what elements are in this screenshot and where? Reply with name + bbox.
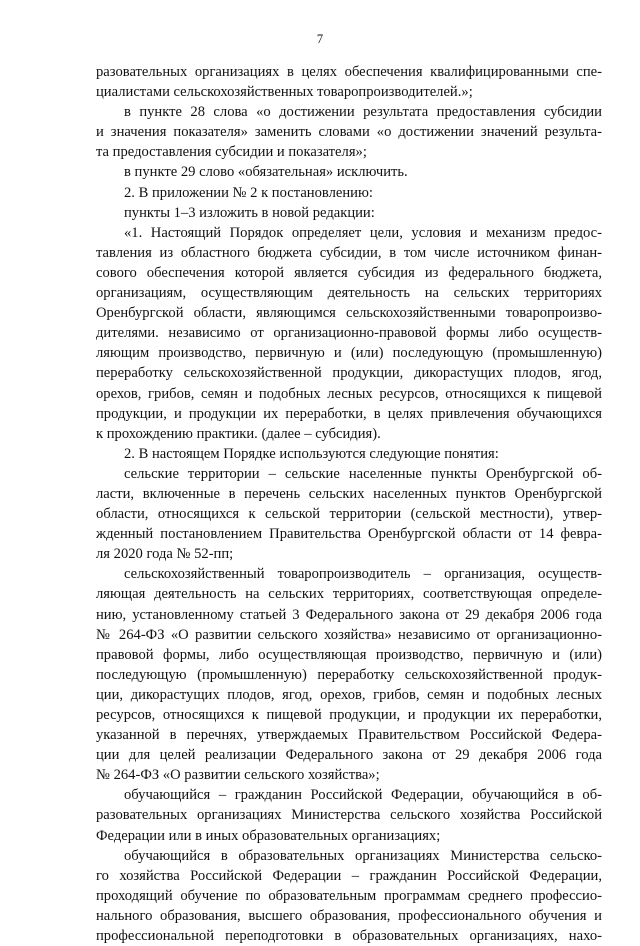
text-line: профессиональной переподготовки в образовательных организациях, нахо- [96,928,602,945]
text-line: области, относящихся к сельской территории (сельской местности), утвер- [96,506,602,523]
document-body [96,62,602,946]
text-line: в пункте 29 слово «обязательная» исключить. [124,164,408,181]
text-line: 2. В настоящем Порядке используются следующие понятия: [124,445,499,462]
text-line: сельские территории – сельские населенные пункты Оренбургской об- [124,465,602,482]
text-line: сельскохозяйственный товаропроизводитель – организация, осуществ- [124,566,602,583]
text-line: в пункте 28 слова «о достижении результата предоставления субсидии [124,104,602,121]
text-line: нию, установленному статьей 3 Федерального закона от 29 декабря 2006 года [96,606,602,623]
text-line: 2. В приложении № 2 к постановлению: [124,184,373,201]
text-line: «1. Настоящий Порядок определяет цели, условия и механизм предос- [124,224,602,241]
text-line: орехов, грибов, семян и подобных лесных ресурсов, относящихся к пищевой [96,385,602,402]
text-line: тавления из областного бюджета субсидии, в том числе источником финан- [96,244,602,261]
text-line: последующую (промышленную) переработку сельскохозяйственной продук- [96,666,602,683]
text-line: дителями. независимо от организационно-правовой формы либо осуществ- [96,325,602,342]
text-line: разовательных организациях Министерства сельского хозяйства Российской [96,807,602,824]
text-line: ции для целей реализации Федерального закона от 29 декабря 2006 года [96,747,602,764]
text-line: ции, дикорастущих плодов, ягод, орехов, грибов, семян и подобных лесных [96,686,602,703]
text-line: проходящий обучение по образовательным программам среднего профессио- [96,887,602,904]
text-line: сового обеспечения которой является субсидия из федерального бюджета, [96,264,602,281]
text-line: ля 2020 года № 52-пп; [96,546,234,563]
text-line: № 264-ФЗ «О развитии сельского хозяйства» независимо от организационно- [96,626,602,643]
text-line: ляющая деятельность на сельских территориях, соответствующая определе- [96,586,602,603]
page-number: 7 [316,32,324,46]
text-line: к прохождению практики. (далее – субсидия). [96,425,381,442]
text-line: продукции, и продукции их переработки, в целях привлечения обучающихся [96,405,602,422]
text-line: Оренбургской области, являющимся сельскохозяйственными товаропроизво- [96,305,602,322]
text-line: циалистами сельскохозяйственных товаропроизводителей.»; [96,84,473,101]
text-line: ляющим производство, первичную и (или) последующую (промышленную) [96,345,602,362]
text-line: пункты 1–3 изложить в новой редакции: [124,204,375,221]
text-line: правовой формы, либо осуществляющая производство, первичную и (или) [96,646,602,663]
text-line: го хозяйства Российской Федерации – гражданин Российской Федерации, [96,867,602,884]
text-line: организациям, осуществляющим деятельность на сельских территориях [96,285,602,302]
text-line: та предоставления субсидии и показателя»; [96,144,367,161]
text-line: указанной в перечнях, утверждаемых Правительством Российской Федера- [96,727,602,744]
text-line: и значения показателя» заменить словами «о достижении значений результа- [96,124,602,141]
text-line: обучающийся в образовательных организациях Министерства сельско- [124,847,602,864]
text-line: жденный постановлением Правительства Оренбургской области от 14 февра- [96,526,602,543]
text-line: ресурсов, относящихся к пищевой продукции, и продукции их переработки, [96,707,602,723]
text-line: разовательных организациях в целях обеспечения квалифицированными спе- [96,64,602,80]
text-line: ласти, включенные в перечень сельских населенных пунктов Оренбургской [96,485,602,502]
text-line: обучающийся – гражданин Российской Федерации, обучающийся в об- [124,787,602,804]
text-line: Федерации или в иных образовательных организациях; [96,827,441,844]
text-line: переработку сельскохозяйственной продукции, дикорастущих плодов, ягод, [96,365,602,382]
text-line: № 264-ФЗ «О развитии сельского хозяйства»; [96,767,380,784]
text-line: нального образования, высшего образования, профессионального обучения и [96,907,602,924]
